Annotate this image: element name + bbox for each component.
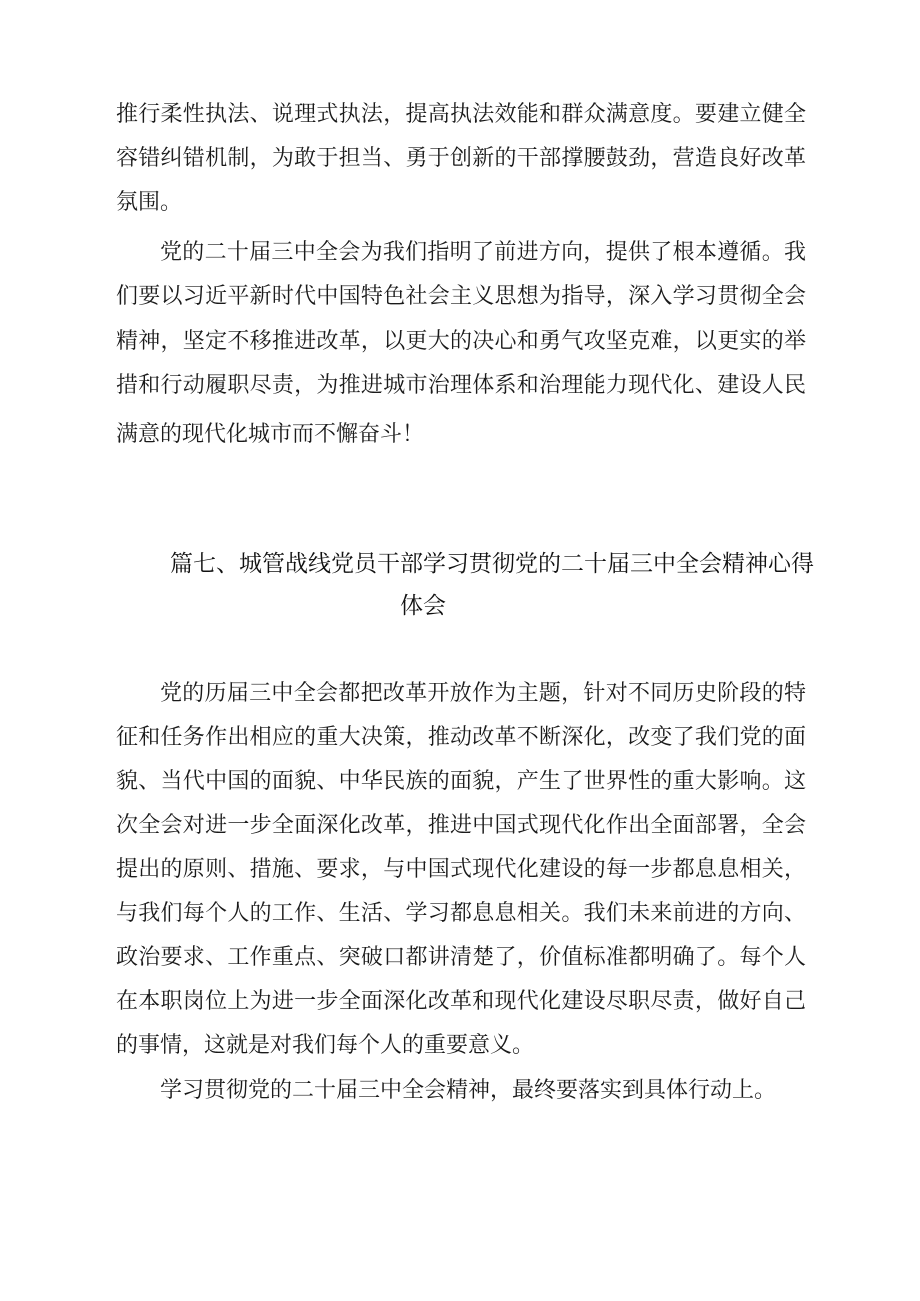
paragraph-1-line-1: 推行柔性执法、说理式执法，提高执法效能和群众满意度。要建立健全: [116, 102, 806, 127]
paragraph-3-line-4: 次全会对进一步全面深化改革，推进中国式现代化作出全面部署，全会: [116, 813, 806, 838]
paragraph-2-line-5: 满意的现代化城市而不懈奋斗！: [116, 422, 425, 447]
paragraph-3-line-3: 貌、当代中国的面貌、中华民族的面貌，产生了世界性的重大影响。这: [116, 769, 806, 794]
paragraph-3-line-8: 在本职岗位上为进一步全面深化改革和现代化建设尽职尽责，做好自己: [116, 989, 806, 1014]
paragraph-3-line-2: 征和任务作出相应的重大决策，推动改革不断深化，改变了我们党的面: [116, 725, 806, 750]
paragraph-2-line-4: 措和行动履职尽责，为推进城市治理体系和治理能力现代化、建设人民: [116, 373, 806, 398]
paragraph-3-line-7: 政治要求、工作重点、突破口都讲清楚了，价值标准都明确了。每个人: [116, 945, 806, 970]
paragraph-3-line-6: 与我们每个人的工作、生活、学习都息息相关。我们未来前进的方向、: [116, 901, 806, 926]
section-heading-line-1: 篇七、城管战线党员干部学习贯彻党的二十届三中全会精神心得: [170, 551, 814, 577]
paragraph-1-line-3: 氛围。: [116, 190, 183, 215]
paragraph-4-line-1: 学习贯彻党的二十届三中全会精神，最终要落实到具体行动上。: [160, 1078, 777, 1103]
paragraph-1-line-2: 容错纠错机制，为敢于担当、勇于创新的干部撑腰鼓劲，营造良好改革: [116, 146, 806, 171]
paragraph-2-line-3: 精神，坚定不移推进改革，以更大的决心和勇气攻坚克难，以更实的举: [116, 329, 806, 354]
paragraph-3-line-5: 提出的原则、措施、要求，与中国式现代化建设的每一步都息息相关，: [116, 857, 806, 882]
paragraph-3-line-9: 的事情，这就是对我们每个人的重要意义。: [116, 1033, 535, 1058]
paragraph-3-line-1: 党的历届三中全会都把改革开放作为主题，针对不同历史阶段的特: [160, 681, 806, 706]
section-heading-line-2: 体会: [400, 593, 446, 619]
paragraph-2-line-1: 党的二十届三中全会为我们指明了前进方向，提供了根本遵循。我: [160, 240, 806, 265]
paragraph-2-line-2: 们要以习近平新时代中国特色社会主义思想为指导，深入学习贯彻全会: [116, 284, 806, 309]
